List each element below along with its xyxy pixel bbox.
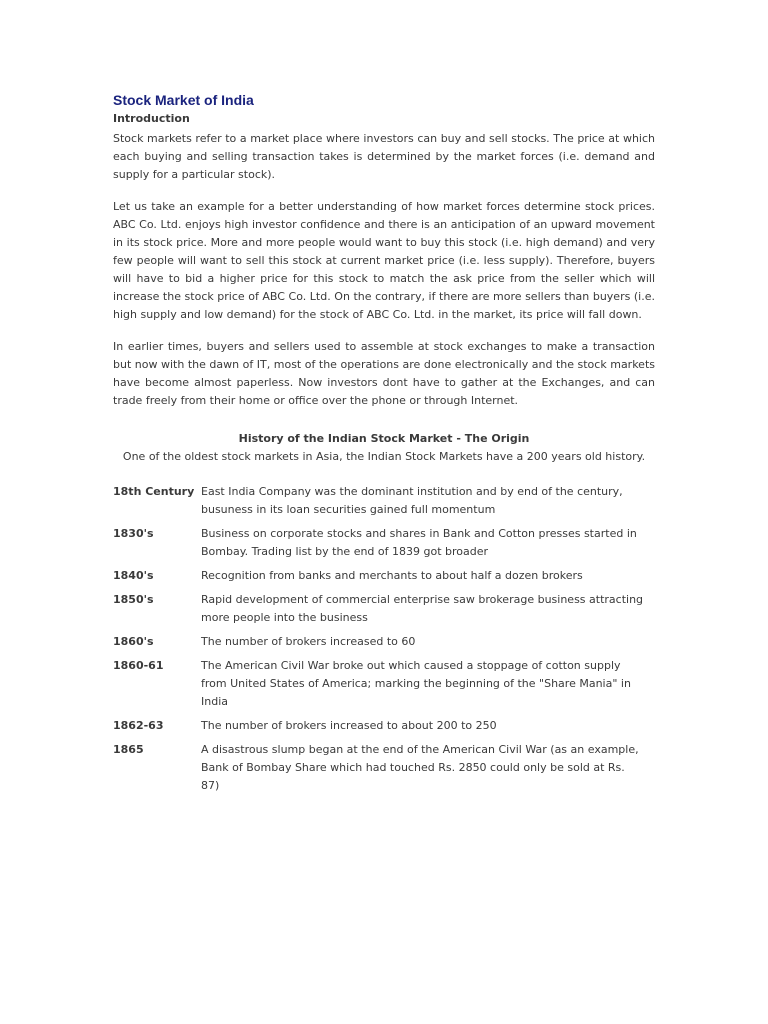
introduction-heading: Introduction: [113, 112, 190, 125]
timeline-row: [113, 591, 655, 627]
intro-paragraph-2: Let us take an example for a better understanding of how market forces determine stock prices. ABC Co. Ltd. enjoys high investor confidence and there is an anticipation of an upward movement in its stock price. More and more people would want to buy this stock (i.e. high demand) and very few people will want to sell this stock at current market price (i.e. less supply). Therefore, buyers will have to bid a higher price for this stock to match the ask price from the seller which will increase the stock price of ABC Co. Ltd. On the contrary, if there are more sellers than buyers (i.e. high supply and low demand) for the stock of ABC Co. Ltd. in the market, its price will fall down.: [113, 200, 655, 321]
timeline-description: Business on corporate stocks and shares in Bank and Cotton presses started in Bombay. Trading list by the end of 1839 got broader: [201, 527, 637, 558]
history-timeline: [113, 483, 655, 795]
timeline-description: The number of brokers increased to 60: [201, 635, 416, 648]
timeline-year: 1850's: [113, 593, 154, 606]
timeline-year: 1840's: [113, 569, 154, 582]
document-page: [113, 88, 655, 801]
timeline-row: [113, 741, 655, 795]
timeline-year: 1865: [113, 743, 144, 756]
intro-paragraph-1: Stock markets refer to a market place where investors can buy and sell stocks. The price at which each buying and selling transaction takes is determined by the market forces (i.e. demand and supply for a particular stock).: [113, 132, 655, 181]
history-subtitle: One of the oldest stock markets in Asia, the Indian Stock Markets have a 200 years old history.: [122, 450, 646, 463]
timeline-description: Recognition from banks and merchants to about half a dozen brokers: [201, 569, 583, 582]
timeline-year: 1862-63: [113, 719, 164, 732]
timeline-year: 18th Century: [113, 485, 195, 498]
timeline-row: [113, 633, 655, 651]
timeline-year: 1860-61: [113, 659, 164, 672]
history-heading: History of the Indian Stock Market - The Origin: [238, 432, 530, 445]
timeline-row: [113, 657, 655, 711]
timeline-row: [113, 483, 655, 519]
timeline-description: East India Company was the dominant institution and by end of the century, busuness in its loan securities gained full momentum: [201, 485, 623, 516]
timeline-description: The number of brokers increased to about 200 to 250: [201, 719, 497, 732]
timeline-description: A disastrous slump began at the end of the American Civil War (as an example, Bank of Bombay Share which had touched Rs. 2850 could only be sold at Rs. 87): [201, 743, 639, 792]
timeline-year: 1860's: [113, 635, 154, 648]
intro-paragraph-3: In earlier times, buyers and sellers used to assemble at stock exchanges to make a transaction but now with the dawn of IT, most of the operations are done electronically and the stock markets have become almost paperless. Now investors dont have to gather at the Exchanges, and can trade freely from their home or office over the phone or through Internet.: [113, 340, 655, 407]
timeline-description: The American Civil War broke out which caused a stoppage of cotton supply from United States of America; marking the beginning of the "Share Mania" in India: [201, 659, 631, 708]
page-title: Stock Market of India: [113, 92, 254, 108]
timeline-row: [113, 525, 655, 561]
timeline-row: [113, 567, 655, 585]
timeline-description: Rapid development of commercial enterprise saw brokerage business attracting more people into the business: [201, 593, 644, 624]
timeline-row: [113, 717, 655, 735]
timeline-year: 1830's: [113, 527, 154, 540]
